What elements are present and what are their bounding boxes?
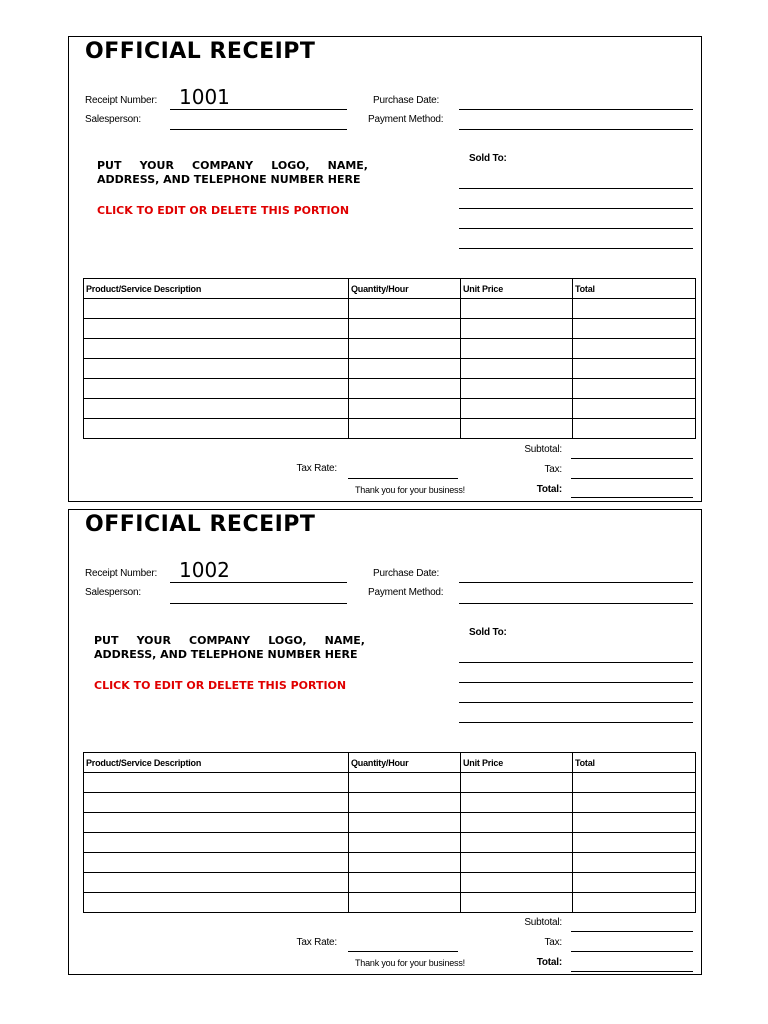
unit-price-cell[interactable] (461, 773, 573, 793)
salesperson-label: Salesperson: (85, 114, 141, 125)
sold-to-line-1[interactable] (459, 188, 693, 189)
unit-price-cell[interactable] (461, 339, 573, 359)
sold-to-line-3[interactable] (459, 702, 693, 703)
total-cell[interactable] (573, 853, 696, 873)
quantity-cell[interactable] (349, 359, 461, 379)
unit-price-cell[interactable] (461, 399, 573, 419)
table-row (84, 399, 696, 419)
tax-field-line[interactable] (571, 478, 693, 479)
description-cell[interactable] (84, 793, 349, 813)
payment-method-label: Payment Method: (368, 114, 444, 125)
table-row (84, 813, 696, 833)
purchase-date-label: Purchase Date: (373, 568, 440, 579)
total-cell[interactable] (573, 773, 696, 793)
table-row (84, 893, 696, 913)
total-cell[interactable] (573, 813, 696, 833)
receipt-number-label: Receipt Number: (85, 568, 158, 579)
subtotal-field-line[interactable] (571, 458, 693, 459)
description-cell[interactable] (84, 419, 349, 439)
sold-to-line-2[interactable] (459, 208, 693, 209)
sold-to-label: Sold To: (469, 153, 507, 164)
receipt-number-field-line[interactable] (170, 109, 347, 110)
unit-price-cell[interactable] (461, 833, 573, 853)
subtotal-label: Subtotal: (524, 444, 562, 455)
description-cell[interactable] (84, 359, 349, 379)
receipt-title: OFFICIAL RECEIPT (85, 512, 316, 537)
col-description-header: Product/Service Description (84, 753, 349, 773)
quantity-cell[interactable] (349, 853, 461, 873)
sold-to-line-3[interactable] (459, 228, 693, 229)
col-unit-price-header: Unit Price (461, 753, 573, 773)
quantity-cell[interactable] (349, 299, 461, 319)
purchase-date-label: Purchase Date: (373, 95, 440, 106)
unit-price-cell[interactable] (461, 359, 573, 379)
tax-rate-label: Tax Rate: (296, 463, 337, 474)
company-placeholder-text[interactable]: PUT YOUR COMPANY LOGO, NAME, ADDRESS, AND TELEPHONE NUMBER HERE (97, 159, 368, 186)
total-cell[interactable] (573, 319, 696, 339)
edit-portion-note[interactable]: CLICK TO EDIT OR DELETE THIS PORTION (97, 204, 350, 217)
items-header-row (84, 753, 696, 773)
unit-price-cell[interactable] (461, 319, 573, 339)
payment-method-label: Payment Method: (368, 587, 444, 598)
receipt-number-label: Receipt Number: (85, 95, 158, 106)
table-row (84, 833, 696, 853)
receipt-number-value[interactable]: 1002 (179, 558, 230, 582)
col-description-header: Product/Service Description (84, 279, 349, 299)
subtotal-label: Subtotal: (524, 917, 562, 928)
tax-label: Tax: (544, 937, 562, 948)
sold-to-line-4[interactable] (459, 722, 693, 723)
table-row (84, 419, 696, 439)
total-cell[interactable] (573, 793, 696, 813)
description-cell[interactable] (84, 339, 349, 359)
tax-rate-field-line[interactable] (348, 951, 458, 952)
total-cell[interactable] (573, 359, 696, 379)
table-row (84, 873, 696, 893)
table-row (84, 773, 696, 793)
subtotal-field-line[interactable] (571, 931, 693, 932)
total-cell[interactable] (573, 873, 696, 893)
payment-method-field-line[interactable] (459, 603, 693, 604)
tax-rate-field-line[interactable] (348, 478, 458, 479)
sold-to-label: Sold To: (469, 627, 507, 638)
items-table (83, 752, 696, 913)
total-cell[interactable] (573, 399, 696, 419)
purchase-date-field-line[interactable] (459, 109, 693, 110)
quantity-cell[interactable] (349, 873, 461, 893)
salesperson-field-line[interactable] (170, 603, 347, 604)
receipt-number-field-line[interactable] (170, 582, 347, 583)
col-total-header: Total (573, 753, 696, 773)
quantity-cell[interactable] (349, 379, 461, 399)
total-cell[interactable] (573, 379, 696, 399)
quantity-cell[interactable] (349, 773, 461, 793)
table-row (84, 339, 696, 359)
description-cell[interactable] (84, 773, 349, 793)
unit-price-cell[interactable] (461, 793, 573, 813)
receipt-1002 (68, 509, 702, 975)
description-cell[interactable] (84, 853, 349, 873)
table-row (84, 299, 696, 319)
unit-price-cell[interactable] (461, 813, 573, 833)
table-row (84, 359, 696, 379)
total-cell[interactable] (573, 893, 696, 913)
description-cell[interactable] (84, 299, 349, 319)
sold-to-line-1[interactable] (459, 662, 693, 663)
total-cell[interactable] (573, 299, 696, 319)
tax-field-line[interactable] (571, 951, 693, 952)
receipt-1001 (68, 36, 702, 502)
table-row (84, 319, 696, 339)
total-cell[interactable] (573, 419, 696, 439)
salesperson-field-line[interactable] (170, 129, 347, 130)
unit-price-cell[interactable] (461, 893, 573, 913)
unit-price-cell[interactable] (461, 379, 573, 399)
quantity-cell[interactable] (349, 399, 461, 419)
company-placeholder-text[interactable]: PUT YOUR COMPANY LOGO, NAME, ADDRESS, AND TELEPHONE NUMBER HERE (94, 634, 365, 661)
total-field-line[interactable] (571, 497, 693, 498)
unit-price-cell[interactable] (461, 299, 573, 319)
items-table (83, 278, 696, 439)
description-cell[interactable] (84, 399, 349, 419)
table-row (84, 853, 696, 873)
thank-you-note: Thank you for your business! (355, 958, 465, 968)
quantity-cell[interactable] (349, 833, 461, 853)
items-header-row (84, 279, 696, 299)
unit-price-cell[interactable] (461, 853, 573, 873)
table-row (84, 379, 696, 399)
sold-to-line-4[interactable] (459, 248, 693, 249)
total-label: Total: (536, 484, 562, 495)
receipt-number-value[interactable]: 1001 (179, 85, 230, 109)
quantity-cell[interactable] (349, 419, 461, 439)
quantity-cell[interactable] (349, 319, 461, 339)
total-field-line[interactable] (571, 971, 693, 972)
quantity-cell[interactable] (349, 339, 461, 359)
description-cell[interactable] (84, 833, 349, 853)
sold-to-line-2[interactable] (459, 682, 693, 683)
total-label: Total: (536, 957, 562, 968)
description-cell[interactable] (84, 893, 349, 913)
unit-price-cell[interactable] (461, 873, 573, 893)
edit-portion-note[interactable]: CLICK TO EDIT OR DELETE THIS PORTION (94, 679, 347, 692)
total-cell[interactable] (573, 833, 696, 853)
description-cell[interactable] (84, 873, 349, 893)
description-cell[interactable] (84, 319, 349, 339)
salesperson-label: Salesperson: (85, 587, 141, 598)
thank-you-note: Thank you for your business! (355, 485, 465, 495)
tax-rate-label: Tax Rate: (296, 937, 337, 948)
quantity-cell[interactable] (349, 893, 461, 913)
payment-method-field-line[interactable] (459, 129, 693, 130)
unit-price-cell[interactable] (461, 419, 573, 439)
receipt-title: OFFICIAL RECEIPT (85, 39, 316, 64)
purchase-date-field-line[interactable] (459, 582, 693, 583)
total-cell[interactable] (573, 339, 696, 359)
col-total-header: Total (573, 279, 696, 299)
col-unit-price-header: Unit Price (461, 279, 573, 299)
quantity-cell[interactable] (349, 793, 461, 813)
col-quantity-header: Quantity/Hour (349, 279, 461, 299)
quantity-cell[interactable] (349, 813, 461, 833)
col-quantity-header: Quantity/Hour (349, 753, 461, 773)
description-cell[interactable] (84, 813, 349, 833)
tax-label: Tax: (544, 464, 562, 475)
table-row (84, 793, 696, 813)
description-cell[interactable] (84, 379, 349, 399)
